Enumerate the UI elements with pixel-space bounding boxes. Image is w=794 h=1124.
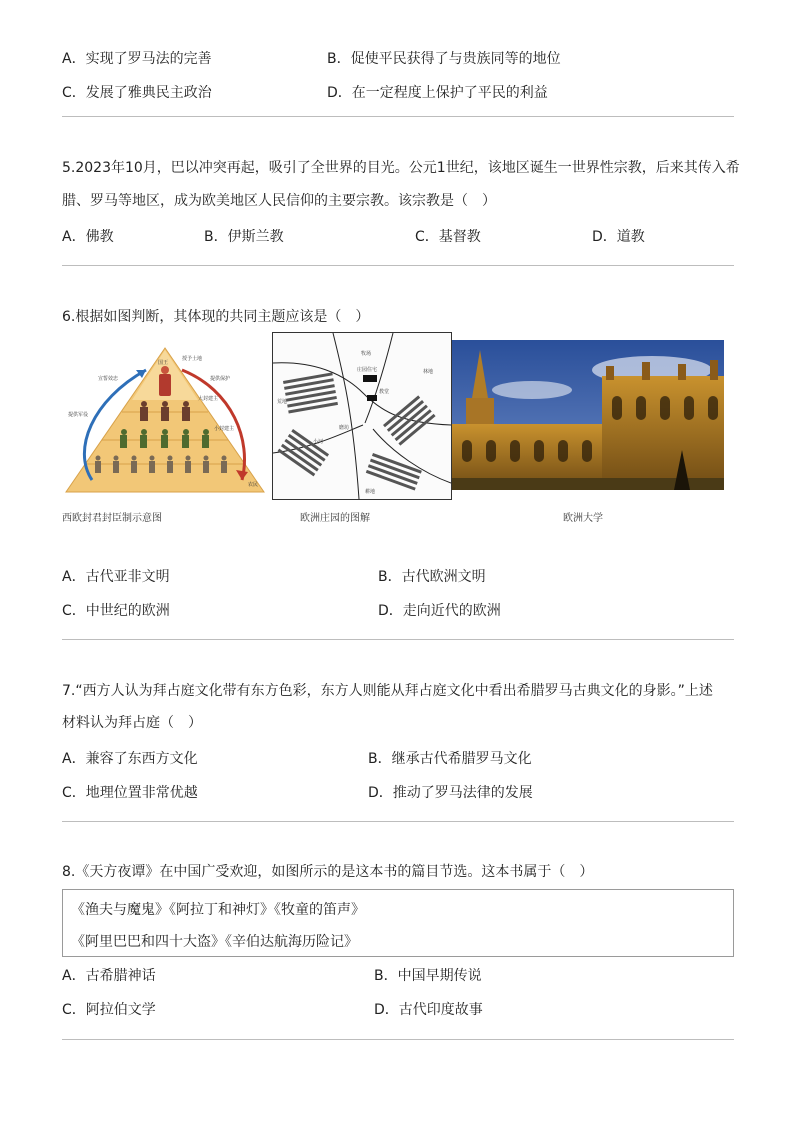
q5-option-a[interactable]: A．佛教 (62, 229, 114, 245)
caption-feudal: 西欧封君封臣制示意图 (62, 513, 162, 524)
q7-option-b[interactable]: B．继承古代希腊罗马文化 (368, 751, 532, 767)
pyramid-label-oath: 宣誓效忠 (98, 376, 119, 382)
q5-stem-line1: 5.2023年10月，巴以冲突再起，吸引了全世界的目光。公元1世纪，该地区诞生一世界性宗教，后来其传入希 (62, 160, 740, 176)
manor-label-river: 小河 (313, 439, 324, 445)
q4-option-d[interactable]: D．在一定程度上保护了平民的利益 (327, 85, 548, 101)
manor-diagram (272, 332, 452, 500)
divider (62, 639, 734, 640)
divider (62, 265, 734, 266)
caption-manor: 欧洲庄园的图解 (300, 513, 370, 524)
q8-option-a[interactable]: A．古希腊神话 (62, 968, 156, 984)
manor-label-mill: 磨坊 (339, 425, 350, 431)
q6-option-c[interactable]: C．中世纪的欧洲 (62, 603, 170, 619)
university-photo (452, 340, 724, 490)
manor-label-pasture: 牧场 (361, 351, 372, 357)
manor-label-church: 教堂 (379, 389, 390, 395)
q8-option-b[interactable]: B．中国早期传说 (374, 968, 482, 984)
q8-option-d[interactable]: D．古代印度故事 (374, 1002, 483, 1018)
pyramid-label-peasant: 农民 (248, 482, 259, 488)
q7-stem-line1: 7.“西方人认为拜占庭文化带有东方色彩，东方人则能从拜占庭文化中看出希腊罗马古典文化的身影。”上述 (62, 683, 713, 699)
feudal-pyramid-diagram (62, 340, 268, 496)
manor-label-house: 庄园住宅 (357, 367, 378, 373)
q6-option-d[interactable]: D．走向近代的欧洲 (378, 603, 501, 619)
q7-option-a[interactable]: A．兼容了东西方文化 (62, 751, 198, 767)
q4-option-c[interactable]: C．发展了雅典民主政治 (62, 85, 212, 101)
q8-quote-box (62, 889, 734, 957)
q8-box-line1: 《渔夫与魔鬼》《阿拉丁和神灯》《牧童的笛声》 (71, 902, 365, 918)
caption-university: 欧洲大学 (563, 513, 603, 524)
q8-box-line2: 《阿里巴巴和四十大盗》《辛伯达航海历险记》 (71, 934, 358, 950)
manor-label-forest: 林地 (423, 369, 434, 375)
q4-option-a[interactable]: A．实现了罗马法的完善 (62, 51, 212, 67)
q5-option-b[interactable]: B．伊斯兰教 (204, 229, 284, 245)
pyramid-label-lord: 大封建主 (198, 396, 219, 402)
q6-option-a[interactable]: A．古代亚非文明 (62, 569, 170, 585)
pyramid-label-service: 提供军役 (68, 412, 89, 418)
divider (62, 116, 734, 117)
manor-label-farmland: 耕地 (365, 489, 376, 495)
q6-option-b[interactable]: B．古代欧洲文明 (378, 569, 486, 585)
manor-label-wasteland: 荒地 (277, 399, 288, 405)
divider (62, 821, 734, 822)
q8-option-c[interactable]: C．阿拉伯文学 (62, 1002, 156, 1018)
q6-stem: 6.根据如图判断，其体现的共同主题应该是（ ） (62, 309, 370, 325)
q7-stem-line2: 材料认为拜占庭（ ） (62, 715, 202, 731)
q4-option-b[interactable]: B．促使平民获得了与贵族同等的地位 (327, 51, 561, 67)
q5-option-c[interactable]: C．基督教 (415, 229, 481, 245)
pyramid-label-king: 国王 (158, 360, 169, 366)
q8-stem: 8.《天方夜谭》在中国广受欢迎，如图所示的是这本书的篇目节选。这本书属于（ ） (62, 864, 594, 880)
pyramid-label-grant-land: 授予土地 (182, 356, 203, 362)
q5-stem-line2: 腊、罗马等地区，成为欧美地区人民信仰的主要宗教。该宗教是（ ） (62, 193, 496, 209)
pyramid-label-protect: 提供保护 (210, 376, 231, 382)
q5-option-d[interactable]: D．道教 (592, 229, 645, 245)
pyramid-label-vassal: 小封建主 (214, 426, 235, 432)
q7-option-d[interactable]: D．推动了罗马法律的发展 (368, 785, 533, 801)
divider (62, 1039, 734, 1040)
q7-option-c[interactable]: C．地理位置非常优越 (62, 785, 198, 801)
